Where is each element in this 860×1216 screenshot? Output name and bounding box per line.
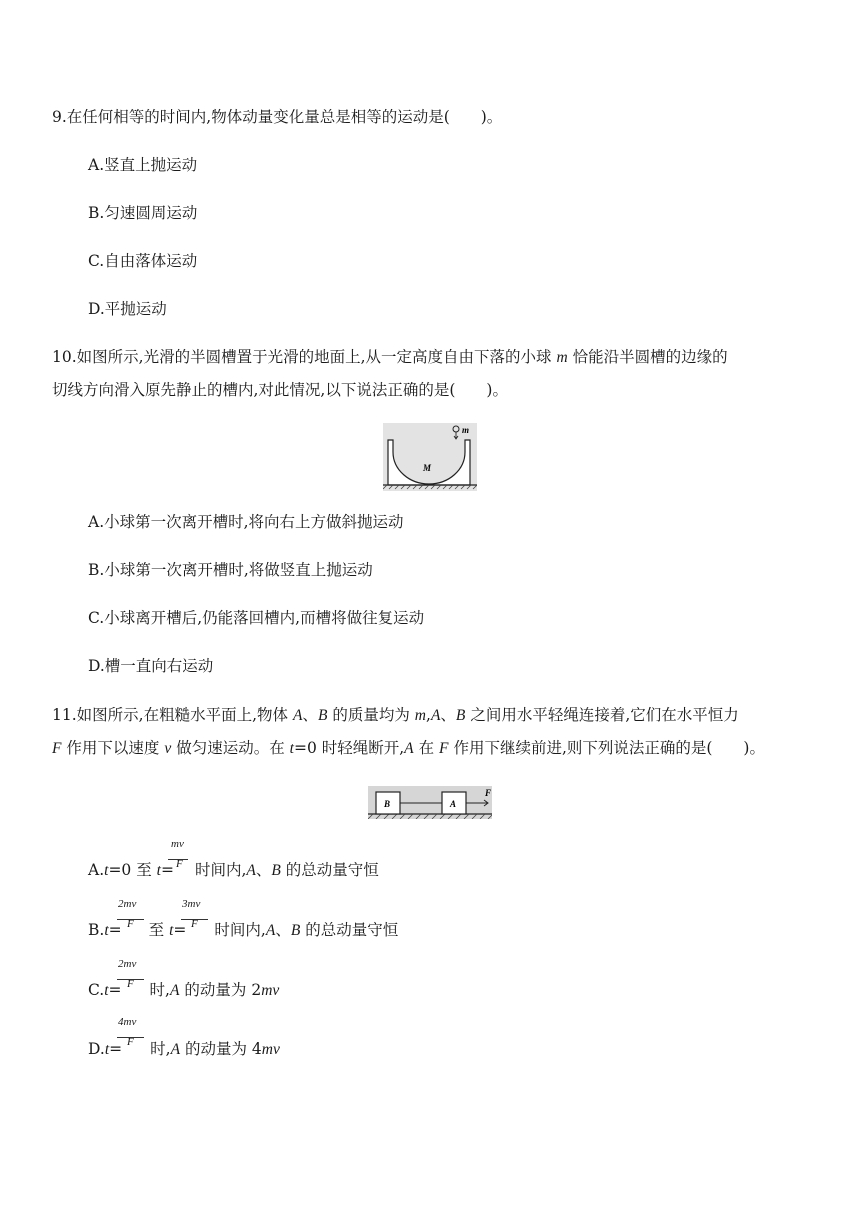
q11-option-a: A.t=0 至 t= 时间内,A、B 的总动量守恒 (88, 861, 379, 879)
force-label: F (485, 788, 492, 798)
q11-stem-line2: F 作用下以速度 v 做匀速运动。在 t=0 时轻绳断开,A 在 F 作用下继续前进,则下列说法正确的是( )。 (52, 739, 765, 757)
optB-frac2-den: F (191, 918, 198, 930)
q9-option-a: A.竖直上抛运动 (88, 156, 198, 174)
q10-stem-line1: 10.如图所示,光滑的半圆槽置于光滑的地面上,从一定高度自由下落的小球 m 恰能沿半圆槽的边缘的 (52, 348, 728, 366)
optA-frac-den: F (176, 858, 183, 870)
optC-frac-num: 2mv (118, 958, 137, 970)
q11-option-b: B.t= 至 t= 时间内,A、B 的总动量守恒 (88, 921, 399, 939)
q9-option-b: B.匀速圆周运动 (88, 204, 198, 222)
q9-option-d: D.平抛运动 (88, 300, 167, 318)
q9-stem: 9.在任何相等的时间内,物体动量变化量总是相等的运动是( )。 (52, 108, 503, 126)
q10-stem-line2: 切线方向滑入原先静止的槽内,对此情况,以下说法正确的是( )。 (52, 381, 508, 399)
q10-option-c: C.小球离开槽后,仍能落回槽内,而槽将做往复运动 (88, 609, 425, 627)
q11-stem-line1: 11.如图所示,在粗糙水平面上,物体 A、B 的质量均为 m,A、B 之间用水平轻绳连接着,它们在水平恒力 (52, 706, 739, 724)
trough-figure (383, 423, 477, 491)
optC-frac-den: F (127, 978, 134, 990)
q10-option-a: A.小球第一次离开槽时,将向右上方做斜抛运动 (88, 513, 404, 531)
blocks-figure (368, 786, 492, 819)
optA-frac-num: mv (171, 838, 184, 850)
block-b-label: B (384, 799, 391, 809)
q11-option-d: D.t= 时,A 的动量为 4mv (88, 1040, 280, 1058)
q10-option-d: D.槽一直向右运动 (88, 657, 214, 675)
var-m: m (556, 349, 568, 366)
q10-option-b: B.小球第一次离开槽时,将做竖直上抛运动 (88, 561, 373, 579)
q11-option-c: C.t= 时,A 的动量为 2mv (88, 981, 280, 999)
optD-frac-den: F (127, 1036, 134, 1048)
optB-frac2-num: 3mv (182, 898, 201, 910)
optD-frac-num: 4mv (118, 1016, 137, 1028)
ball-label: m (462, 425, 470, 435)
optB-frac1-num: 2mv (118, 898, 137, 910)
q9-option-c: C.自由落体运动 (88, 252, 198, 270)
optB-frac1-den: F (127, 918, 134, 930)
trough-label: M (423, 463, 432, 473)
block-a-label: A (450, 799, 457, 809)
